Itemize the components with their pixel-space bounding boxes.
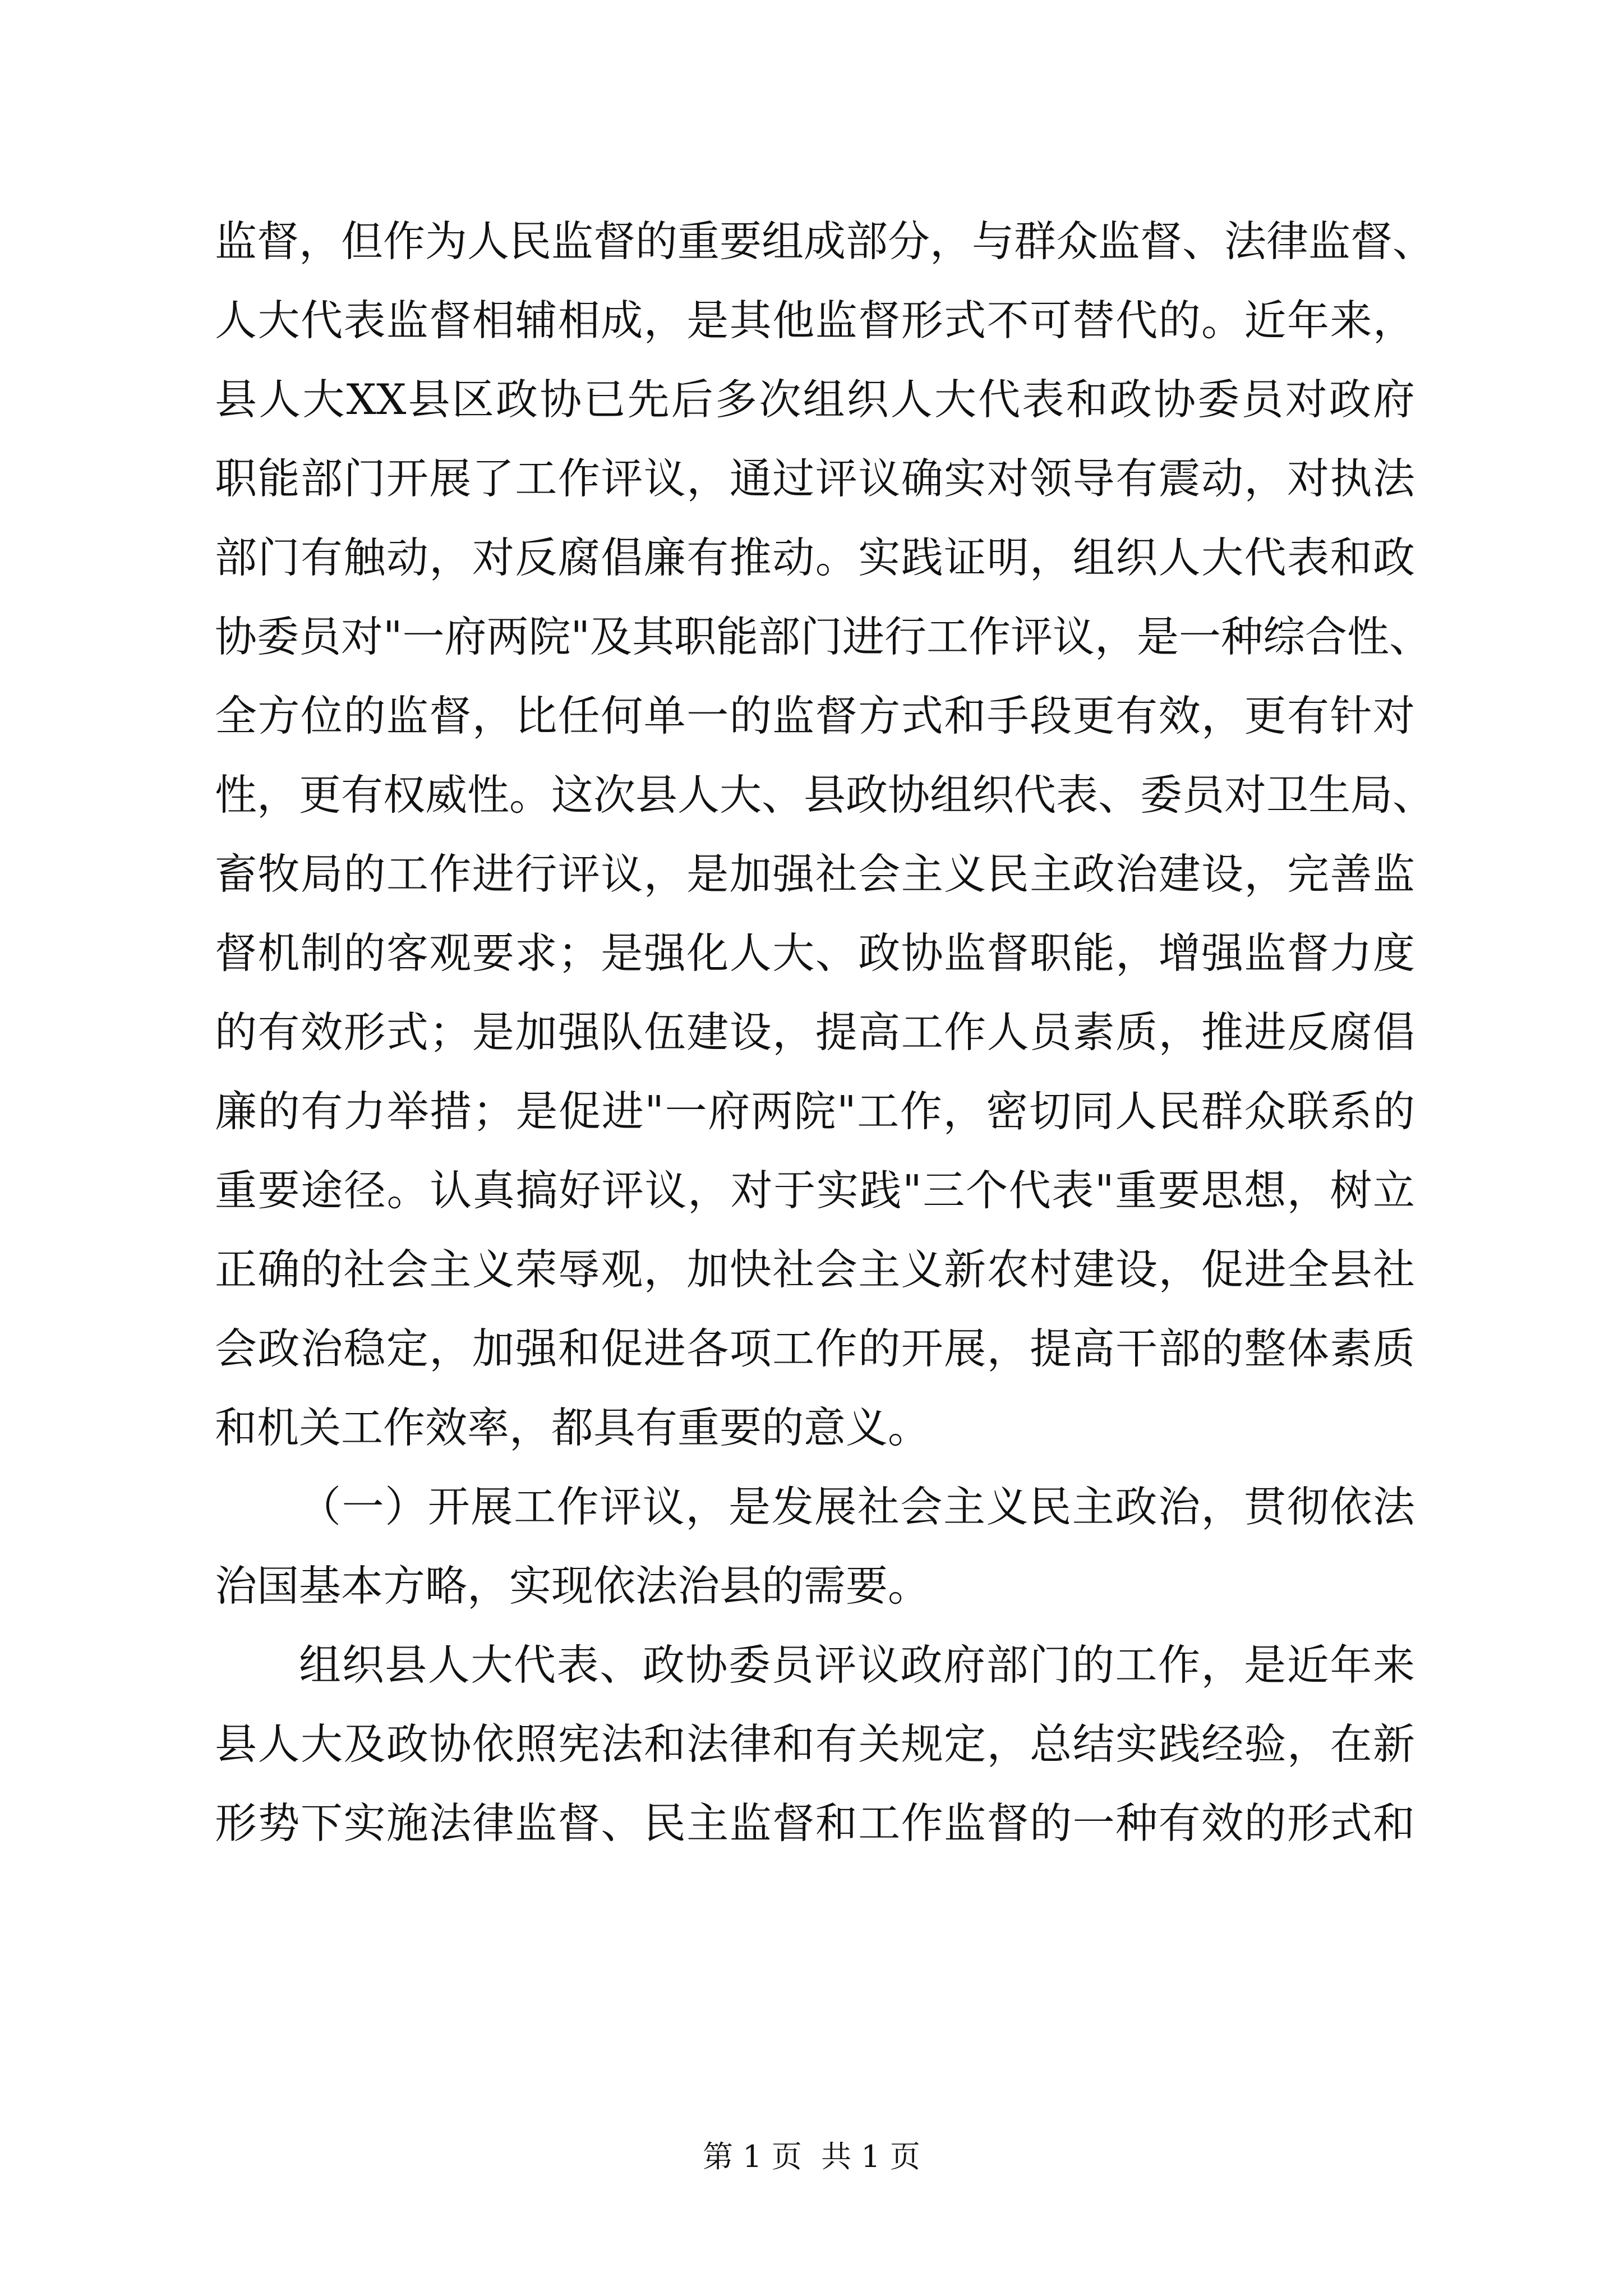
- text-line: 廉的有力举措；是促进"一府两院"工作，密切同人民群众联系的: [215, 1087, 1415, 1136]
- text-line: 治国基本方略，实现依法治县的需要。: [215, 1561, 930, 1611]
- text-line: 县人大及政协依照宪法和法律和有关规定，总结实践经验，在新: [215, 1719, 1415, 1769]
- text-line: 形势下实施法律监督、民主监督和工作监督的一种有效的形式和: [215, 1798, 1415, 1848]
- page-footer: [0, 2137, 1623, 2177]
- page-number-label: 第 1 页 共 1 页: [703, 2139, 920, 2174]
- text-line: 重要途径。认真搞好评议，对于实践"三个代表"重要思想，树立: [215, 1166, 1415, 1215]
- text-line: 部门有触动，对反腐倡廉有推动。实践证明，组织人大代表和政: [215, 533, 1415, 582]
- text-line: 职能部门开展了工作评议，通过评议确实对领导有震动，对执法: [215, 454, 1415, 503]
- text-line: 正确的社会主义荣辱观，加快社会主义新农村建设，促进全县社: [215, 1245, 1415, 1294]
- text-line: 监督，但作为人民监督的重要组成部分，与群众监督、法律监督、: [215, 217, 1435, 266]
- paragraph-2-heading: [215, 1467, 1415, 1626]
- text-line: 县人大XX县区政协已先后多次组织人大代表和政协委员对政府: [215, 375, 1415, 424]
- text-line: 的有效形式；是加强队伍建设，提高工作人员素质，推进反腐倡: [215, 1007, 1415, 1057]
- text-line: 督机制的客观要求；是强化人大、政协监督职能，增强监督力度: [215, 928, 1415, 978]
- text-line: 畜牧局的工作进行评议，是加强社会主义民主政治建设，完善监: [215, 849, 1415, 899]
- text-line: 性，更有权威性。这次县人大、县政协组织代表、委员对卫生局、: [215, 770, 1435, 820]
- text-line: 协委员对"一府两院"及其职能部门进行工作评议，是一种综合性、: [215, 612, 1431, 661]
- document-body: [215, 202, 1435, 1863]
- text-line: 全方位的监督，比任何单一的监督方式和手段更有效，更有针对: [215, 691, 1415, 740]
- paragraph-1: [215, 202, 1435, 1467]
- paragraph-3: [215, 1626, 1415, 1863]
- text-line: 人大代表监督相辅相成，是其他监督形式不可替代的。近年来，: [215, 296, 1415, 345]
- text-line: 和机关工作效率，都具有重要的意义。: [215, 1403, 930, 1452]
- text-line: 组织县人大代表、政协委员评议政府部门的工作，是近年来: [299, 1640, 1415, 1690]
- text-line: 会政治稳定，加强和促进各项工作的开展，提高干部的整体素质: [215, 1324, 1415, 1373]
- text-line: （一）开展工作评议，是发展社会主义民主政治，贯彻依法: [299, 1482, 1415, 1531]
